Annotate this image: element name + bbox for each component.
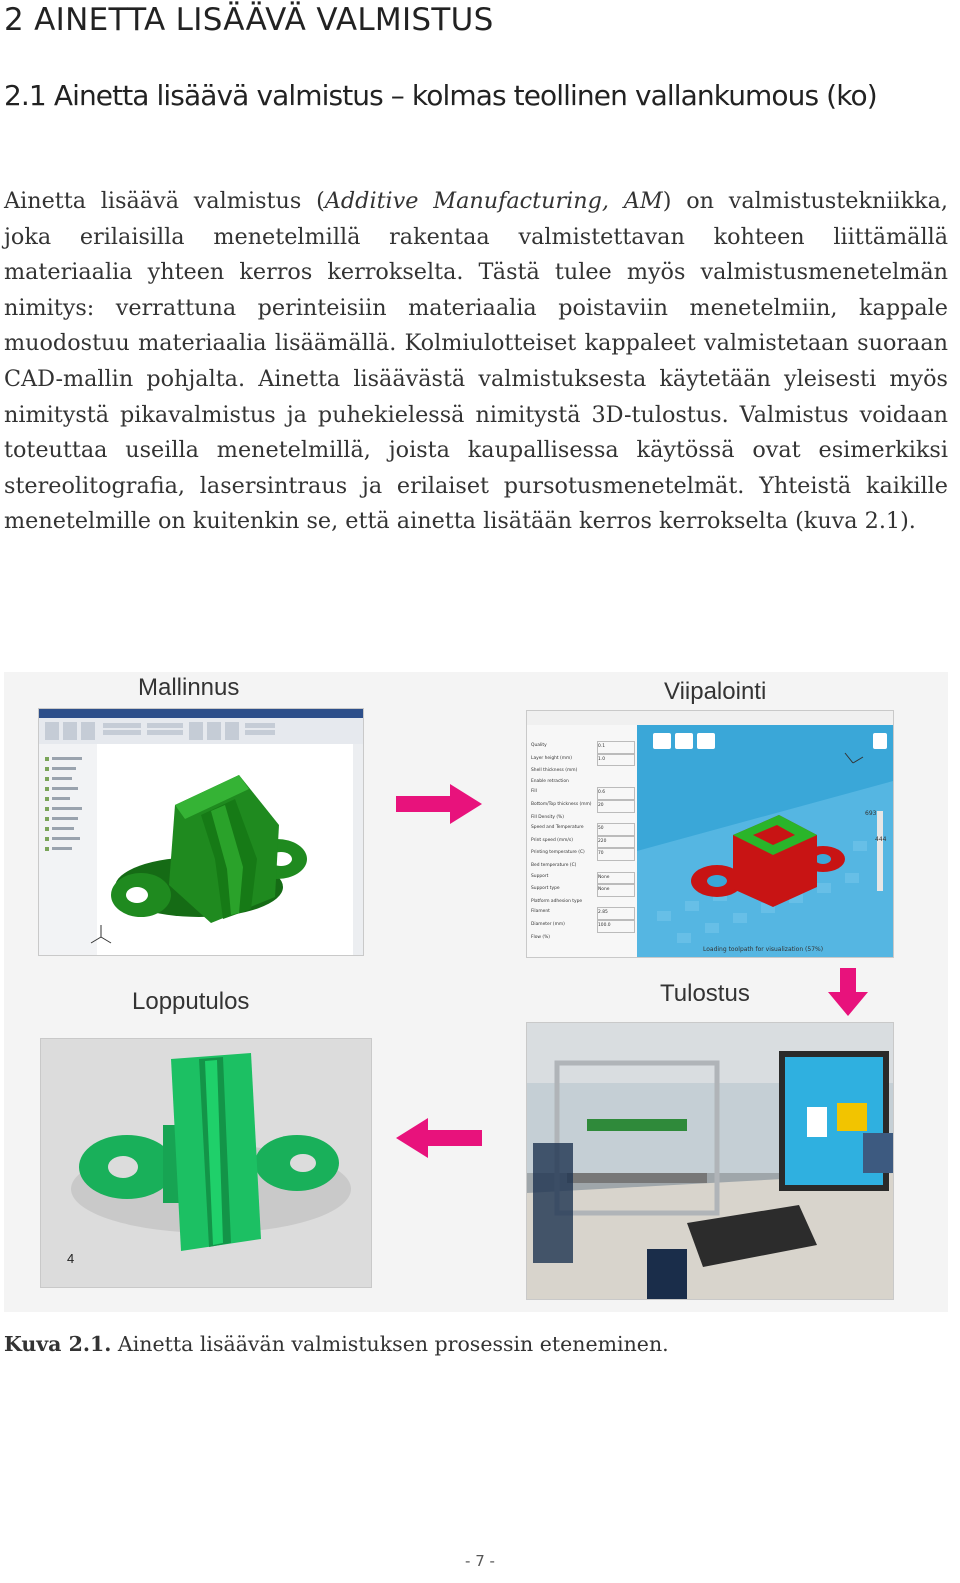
label-viipalointi: Viipalointi xyxy=(664,678,767,705)
figure-caption: Kuva 2.1. Ainetta lisäävän valmistuksen prosessin eteneminen. xyxy=(4,1332,669,1356)
slicer-setting-value[interactable]: 1.0 xyxy=(597,754,635,767)
svg-text:693: 693 xyxy=(865,810,877,817)
slicer-setting-row xyxy=(531,787,635,800)
slicer-setting-value[interactable]: 0.1 xyxy=(597,741,635,754)
slicer-setting-row xyxy=(531,777,635,788)
label-mallinnus: Mallinnus xyxy=(138,674,240,701)
arrow-down-icon xyxy=(828,968,868,1016)
term-additive-manufacturing: Additive Manufacturing, AM xyxy=(324,188,663,214)
slicer-screenshot xyxy=(526,710,894,958)
slicer-setting-value[interactable]: 70 xyxy=(597,848,635,861)
printed-part-photo xyxy=(40,1038,372,1288)
slicer-setting-row xyxy=(531,897,635,908)
slicer-setting-value[interactable] xyxy=(599,813,635,824)
section-heading: 2.1 Ainetta lisäävä valmistus – kolmas teollinen vallankumous (ko) xyxy=(4,79,877,112)
slicer-setting-row xyxy=(531,861,635,872)
slicer-setting-label: Diameter (mm) xyxy=(531,921,565,927)
slicer-setting-label: Quality xyxy=(531,743,547,748)
slicer-setting-row xyxy=(531,907,635,920)
slicer-setting-label: Shell thickness (mm) xyxy=(531,768,578,774)
slicer-setting-label: Print speed (mm/s) xyxy=(531,837,573,843)
svg-text:444: 444 xyxy=(875,836,887,843)
slicer-setting-value[interactable] xyxy=(599,861,635,872)
slicer-setting-row xyxy=(531,741,635,754)
body-paragraph: Ainetta lisäävä valmistus (Additive Manufacturing, AM) on valmistustekniikka, joka erilaisilla menetelmillä rakentaa valmistettavan kohteen liittämällä materiaalia yhteen kerros kerrokselta. Tästä tulee myös valmistusmenetelmän nimitys: verrattuna perinteisiin materiaalia poistaviin menetelmiin, kappale muodostuu materiaalia lisäämällä. Kolmiulotteiset kappaleet valmistetaan suoraan CAD-mallin pohjalta. Ainetta lisäävästä valmistuksesta käytetään yleisesti myös nimitystä pikavalmistus ja puhekielessä nimitystä 3D-tulostus. Valmistus voidaan toteuttaa useilla menetelmillä, joista kaupallisessa käytössä ovat esimerkiksi stereolitografia, lasersintraus ja erilaiset pursotusmenetelmät. Yhteistä kaikille menetelmille on kuitenkin se, että ainetta lisätään kerros kerrokselta (kuva 2.1). xyxy=(4,188,948,535)
slicer-setting-row xyxy=(531,848,635,861)
slicer-setting-value[interactable]: 220 xyxy=(597,836,635,849)
slicer-setting-row xyxy=(531,872,635,885)
page-number: - 7 - xyxy=(465,1552,495,1570)
slicer-setting-value[interactable]: 100.0 xyxy=(597,920,635,933)
slicer-setting-label: Bottom/Top thickness (mm) xyxy=(531,801,592,807)
arrow-right-icon xyxy=(396,784,482,824)
slicer-setting-value[interactable]: 50 xyxy=(597,823,635,836)
slicer-setting-label: Fill xyxy=(531,789,537,795)
slicer-setting-value[interactable] xyxy=(599,897,635,908)
slicer-setting-label: Speed and Temperature xyxy=(531,825,584,831)
slicer-setting-row xyxy=(531,823,635,836)
slicer-setting-value[interactable]: 0.6 xyxy=(597,787,635,800)
slicer-setting-label: Fill Density (%) xyxy=(531,814,564,820)
slicer-setting-value[interactable]: None xyxy=(597,872,635,885)
slicer-setting-row xyxy=(531,754,635,767)
label-lopputulos: Lopputulos xyxy=(132,988,250,1015)
printing-photo xyxy=(526,1022,894,1300)
slicer-setting-label: Layer height (mm) xyxy=(531,755,573,761)
slicer-setting-row xyxy=(531,800,635,813)
slicer-setting-value[interactable] xyxy=(599,777,635,788)
slicer-setting-value[interactable]: None xyxy=(597,884,635,897)
slicer-setting-label: Printing temperature (C) xyxy=(531,850,585,856)
slicer-setting-row xyxy=(531,933,635,944)
slicer-setting-label: Platform adhesion type xyxy=(531,898,583,904)
slicer-setting-label: Support type xyxy=(531,886,560,892)
slicer-setting-value[interactable] xyxy=(599,933,635,944)
slicer-setting-value[interactable] xyxy=(599,766,635,777)
slicer-setting-row xyxy=(531,766,635,777)
process-figure xyxy=(4,672,948,1312)
slicer-setting-row xyxy=(531,836,635,849)
label-tulostus: Tulostus xyxy=(660,980,750,1007)
slicer-setting-label: Filament xyxy=(531,909,550,915)
slicer-setting-row xyxy=(531,884,635,897)
cad-screenshot xyxy=(38,708,364,956)
chapter-heading: 2 AINETTA LISÄÄVÄ VALMISTUS xyxy=(4,2,494,38)
svg-text:Loading toolpath for visualiza: Loading toolpath for visualization (57%) xyxy=(703,946,824,953)
arrow-left-icon xyxy=(396,1118,482,1158)
slicer-setting-value[interactable]: 20 xyxy=(597,800,635,813)
slicer-settings-list xyxy=(531,741,635,943)
slicer-setting-value[interactable]: 2.85 xyxy=(597,907,635,920)
slicer-setting-row xyxy=(531,920,635,933)
slicer-setting-row xyxy=(531,813,635,824)
svg-text:4: 4 xyxy=(67,1251,75,1266)
slicer-setting-label: Bed temperature (C) xyxy=(531,862,577,868)
slicer-setting-label: Flow (%) xyxy=(531,934,551,940)
slicer-setting-label: Support xyxy=(531,873,549,879)
slicer-setting-label: Enable retraction xyxy=(531,778,569,784)
